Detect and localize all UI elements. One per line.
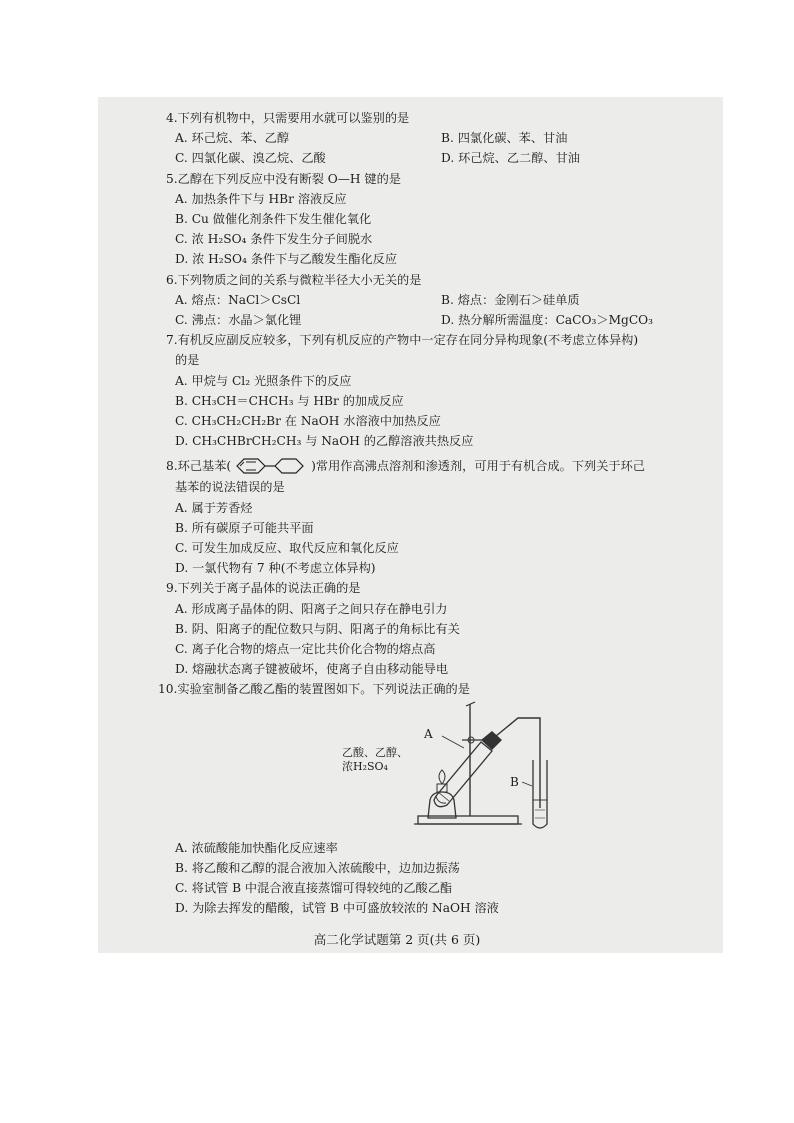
q7-stem-continued: 的是	[175, 353, 200, 368]
q8-stem-continued: 基苯的说法错误的是	[175, 480, 285, 495]
tube-a-label: A	[424, 726, 433, 741]
q8-option-b: B. 所有碳原子可能共平面	[175, 520, 314, 535]
q8-option-a: A. 属于芳香烃	[175, 500, 253, 515]
q7-option-d: D. CH₃CHBrCH₂CH₃ 与 NaOH 的乙醇溶液共热反应	[175, 434, 474, 449]
q7-option-a: A. 甲烷与 Cl₂ 光照条件下的反应	[175, 373, 352, 388]
q8-stem	[166, 455, 696, 477]
q9-option-b: B. 阴、阳离子的配位数只与阴、阳离子的角标比有关	[175, 621, 460, 636]
q5-option-b: B. Cu 做催化剂条件下发生催化氧化	[175, 212, 372, 227]
q4-options-row2	[175, 148, 696, 168]
q8-stem-post: )常用作高沸点溶剂和渗透剂，可用于有机合成。下列关于环己	[311, 459, 645, 474]
q6-option-a: A. 熔点：NaCl＞CsCl	[175, 292, 301, 307]
q4-option-a: A. 环己烷、苯、乙醇	[175, 131, 290, 146]
q7-stem: 7.有机反应副反应较多，下列有机反应的产物中一定存在同分异构现象(不考虑立体异构)	[166, 333, 639, 348]
q4-option-d: D. 环己烷、乙二醇、甘油	[441, 151, 580, 166]
q6-options-row2	[175, 310, 696, 330]
q8-stem-pre: 8.环己基苯(	[166, 459, 232, 474]
reagent-label-line2: 浓H₂SO₄	[342, 759, 388, 773]
q9-option-c: C. 离子化合物的熔点一定比共价化合物的熔点高	[175, 642, 436, 657]
page-footer: 高二化学试题第 2 页(共 6 页)	[313, 932, 481, 947]
q10-option-c: C. 将试管 B 中混合液直接蒸馏可得较纯的乙酸乙酯	[175, 881, 453, 896]
tube-b-label: B	[510, 774, 519, 789]
q6-option-d: D. 热分解所需温度：CaCO₃＞MgCO₃	[441, 313, 654, 328]
q5-stem: 5.乙醇在下列反应中没有断裂 O—H 键的是	[166, 171, 401, 186]
q4-stem: 4.下列有机物中，只需要用水就可以鉴别的是	[166, 111, 410, 125]
q6-stem: 6.下列物质之间的关系与微粒半径大小无关的是	[166, 272, 422, 287]
q10-stem: 10.实验室制备乙酸乙酯的装置图如下。下列说法正确的是	[158, 682, 470, 697]
q4-option-b: B. 四氯化碳、苯、甘油	[441, 131, 568, 146]
q10-option-a: A. 浓硫酸能加快酯化反应速率	[175, 840, 338, 855]
q8-option-d: D. 一氯代物有 7 种(不考虑立体异构)	[175, 561, 376, 576]
q6-option-b: B. 熔点：金刚石＞硅单质	[441, 292, 580, 307]
q9-stem: 9.下列关于离子晶体的说法正确的是	[166, 581, 361, 596]
q6-option-c: C. 沸点：水晶＞氯化锂	[175, 313, 302, 328]
ester-apparatus-diagram	[166, 700, 696, 838]
q9-option-a: A. 形成离子晶体的阴、阳离子之间只存在静电引力	[175, 601, 448, 616]
reagent-label-line1: 乙酸、乙醇、	[342, 745, 408, 759]
q10-option-d: D. 为除去挥发的醋酸，试管 B 中可盛放较浓的 NaOH 溶液	[175, 901, 499, 916]
q6-options-row1	[175, 290, 696, 310]
q7-option-b: B. CH₃CH＝CHCH₃ 与 HBr 的加成反应	[175, 393, 404, 408]
apparatus-drawing	[166, 700, 696, 838]
q9-option-d: D. 熔融状态离子键被破坏，使离子自由移动能导电	[175, 662, 449, 677]
cyclohexylbenzene-structure-icon	[233, 455, 309, 477]
q4-options-row1	[175, 128, 696, 148]
q5-option-a: A. 加热条件下与 HBr 溶液反应	[175, 191, 347, 206]
q7-option-c: C. CH₃CH₂CH₂Br 在 NaOH 水溶液中加热反应	[175, 414, 441, 429]
q5-option-d: D. 浓 H₂SO₄ 条件下与乙酸发生酯化反应	[175, 252, 398, 267]
q4-option-c: C. 四氯化碳、溴乙烷、乙酸	[175, 151, 326, 166]
exam-content	[158, 108, 696, 919]
q5-option-c: C. 浓 H₂SO₄ 条件下发生分子间脱水	[175, 232, 373, 247]
q8-option-c: C. 可发生加成反应、取代反应和氧化反应	[175, 541, 399, 556]
q10-option-b: B. 将乙酸和乙醇的混合液加入浓硫酸中，边加边振荡	[175, 860, 460, 875]
